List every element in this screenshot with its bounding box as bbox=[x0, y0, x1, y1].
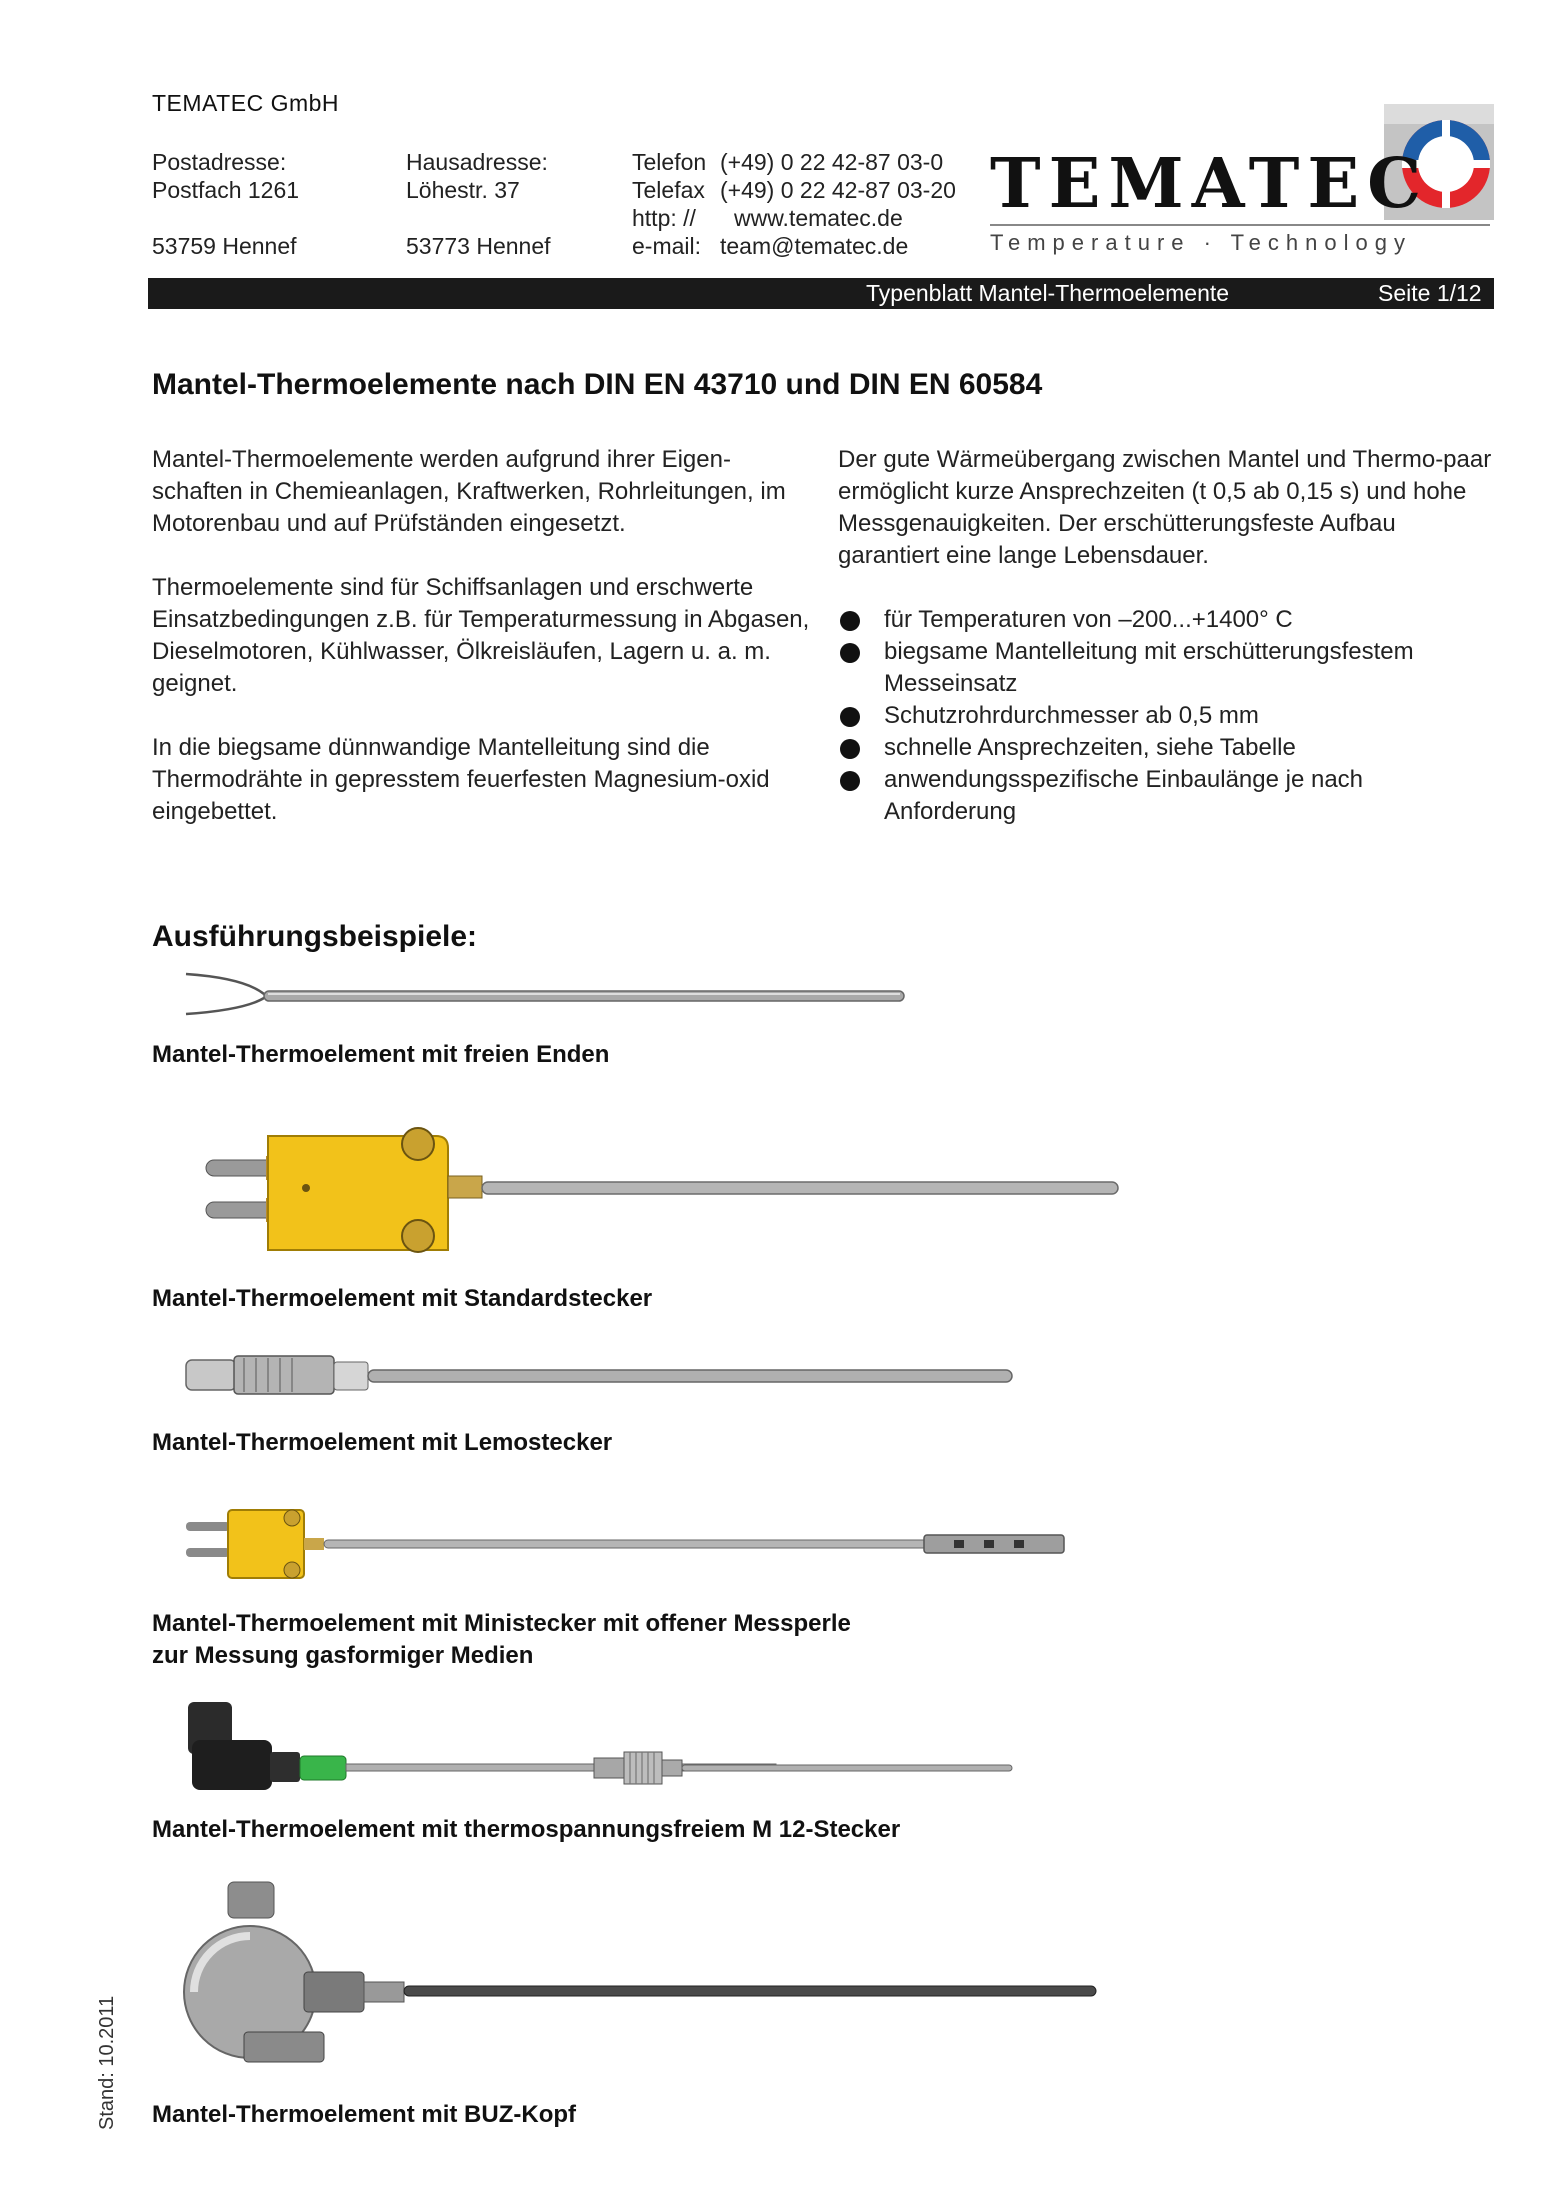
mail-label: e-mail: bbox=[632, 233, 702, 259]
bullet-icon bbox=[840, 707, 860, 727]
house-label: Hausadresse: bbox=[406, 149, 548, 175]
list-item: schnelle Ansprechzeiten, siehe Tabelle bbox=[838, 732, 1498, 764]
example-caption: Mantel-Thermoelement mit thermospannungsfreiem M 12-Stecker bbox=[152, 1816, 901, 1843]
thermocouple-m12-plug-image bbox=[184, 1700, 1014, 1796]
contact-labels bbox=[632, 148, 706, 260]
post-label: Postadresse: bbox=[152, 149, 287, 175]
fax-label: Telefax bbox=[632, 177, 705, 203]
house-address bbox=[406, 148, 551, 260]
thermocouple-mini-plug-image bbox=[184, 1502, 1066, 1584]
logo-divider bbox=[990, 224, 1490, 226]
page-number: Seite 1/12 bbox=[1378, 280, 1482, 306]
bullet-icon bbox=[840, 611, 860, 631]
logo-tagline: Temperature · Technology bbox=[990, 230, 1412, 255]
examples-heading: Ausführungsbeispiele: bbox=[152, 920, 478, 953]
intro-left-column bbox=[152, 444, 820, 860]
feature-list bbox=[838, 604, 1498, 828]
contact-values bbox=[720, 148, 956, 260]
post-box: Postfach 1261 bbox=[152, 177, 300, 203]
mail-value[interactable]: team@tematec.de bbox=[720, 233, 909, 259]
thermocouple-standard-plug-image bbox=[186, 1108, 1116, 1258]
thermocouple-free-ends-image bbox=[184, 972, 910, 1022]
intro-paragraph: Mantel-Thermoelemente werden aufgrund ihrer Eigen-schaften in Chemieanlagen, Kraftwerken, Rohrleitungen, im Motorenbau und auf Prüfständen eingesetzt. bbox=[152, 446, 786, 537]
thermocouple-lemo-plug-image bbox=[184, 1354, 1016, 1398]
document-type-title: Typenblatt Mantel-Thermoelemente bbox=[866, 280, 1230, 306]
logo-wordmark: TEMATEC bbox=[990, 144, 1430, 224]
fax-value: (+49) 0 22 42-87 03-20 bbox=[720, 177, 956, 203]
bullet-icon bbox=[840, 739, 860, 759]
intro-paragraph: Thermoelemente sind für Schiffsanlagen und erschwerte Einsatzbedingungen z.B. für Temperaturmessung in Abgasen, Dieselmotoren, Kühlwasser, Ölkreisläufen, Lagern u. a. m. geignet. bbox=[152, 574, 810, 697]
phone-label: Telefon bbox=[632, 149, 707, 175]
example-caption: Mantel-Thermoelement mit BUZ-Kopf bbox=[152, 2101, 577, 2128]
revision-stamp: Stand: 10.2011 bbox=[96, 1995, 118, 2130]
bullet-icon bbox=[840, 643, 860, 663]
post-city: 53759 Hennef bbox=[152, 233, 297, 259]
phone-value: (+49) 0 22 42-87 03-0 bbox=[720, 149, 944, 175]
list-item: anwendungsspezifische Einbaulänge je nach Anforderung bbox=[838, 764, 1498, 828]
postal-address bbox=[152, 148, 299, 260]
intro-paragraph: Der gute Wärmeübergang zwischen Mantel und Thermo-paar ermöglicht kurze Ansprechzeiten (t 0,5 ab 0,15 s) und hohe Messgenauigkeiten. Der erschütterungsfeste Aufbau garantiert eine lange Lebensdauer. bbox=[838, 446, 1492, 569]
web-value[interactable]: www.tematec.de bbox=[734, 205, 903, 231]
web-label: http: // bbox=[632, 205, 696, 231]
list-item: Schutzrohrdurchmesser ab 0,5 mm bbox=[838, 700, 1498, 732]
example-caption: zur Messung gasformiger Medien bbox=[152, 1642, 534, 1669]
list-item: biegsame Mantelleitung mit erschütterungsfestem Messeinsatz bbox=[838, 636, 1498, 700]
house-city: 53773 Hennef bbox=[406, 233, 551, 259]
company-name: TEMATEC GmbH bbox=[152, 90, 340, 116]
example-caption: Mantel-Thermoelement mit Ministecker mit offener Messperle bbox=[152, 1610, 851, 1637]
page-title: Mantel-Thermoelemente nach DIN EN 43710 und DIN EN 60584 bbox=[152, 368, 1043, 401]
bullet-icon bbox=[840, 771, 860, 791]
house-street: Löhestr. 37 bbox=[406, 177, 520, 203]
intro-paragraph: In die biegsame dünnwandige Mantelleitung sind die Thermodrähte in gepresstem feuerfesten Magnesium-oxid eingebettet. bbox=[152, 734, 770, 825]
intro-right-column bbox=[838, 444, 1498, 604]
thermocouple-buz-head-image bbox=[184, 1882, 1104, 2088]
header-banner bbox=[148, 278, 1494, 309]
example-caption: Mantel-Thermoelement mit Lemostecker bbox=[152, 1429, 613, 1456]
list-item: für Temperaturen von –200...+1400° C bbox=[838, 604, 1498, 636]
example-caption: Mantel-Thermoelement mit Standardstecker bbox=[152, 1285, 653, 1312]
example-caption: Mantel-Thermoelement mit freien Enden bbox=[152, 1041, 610, 1068]
